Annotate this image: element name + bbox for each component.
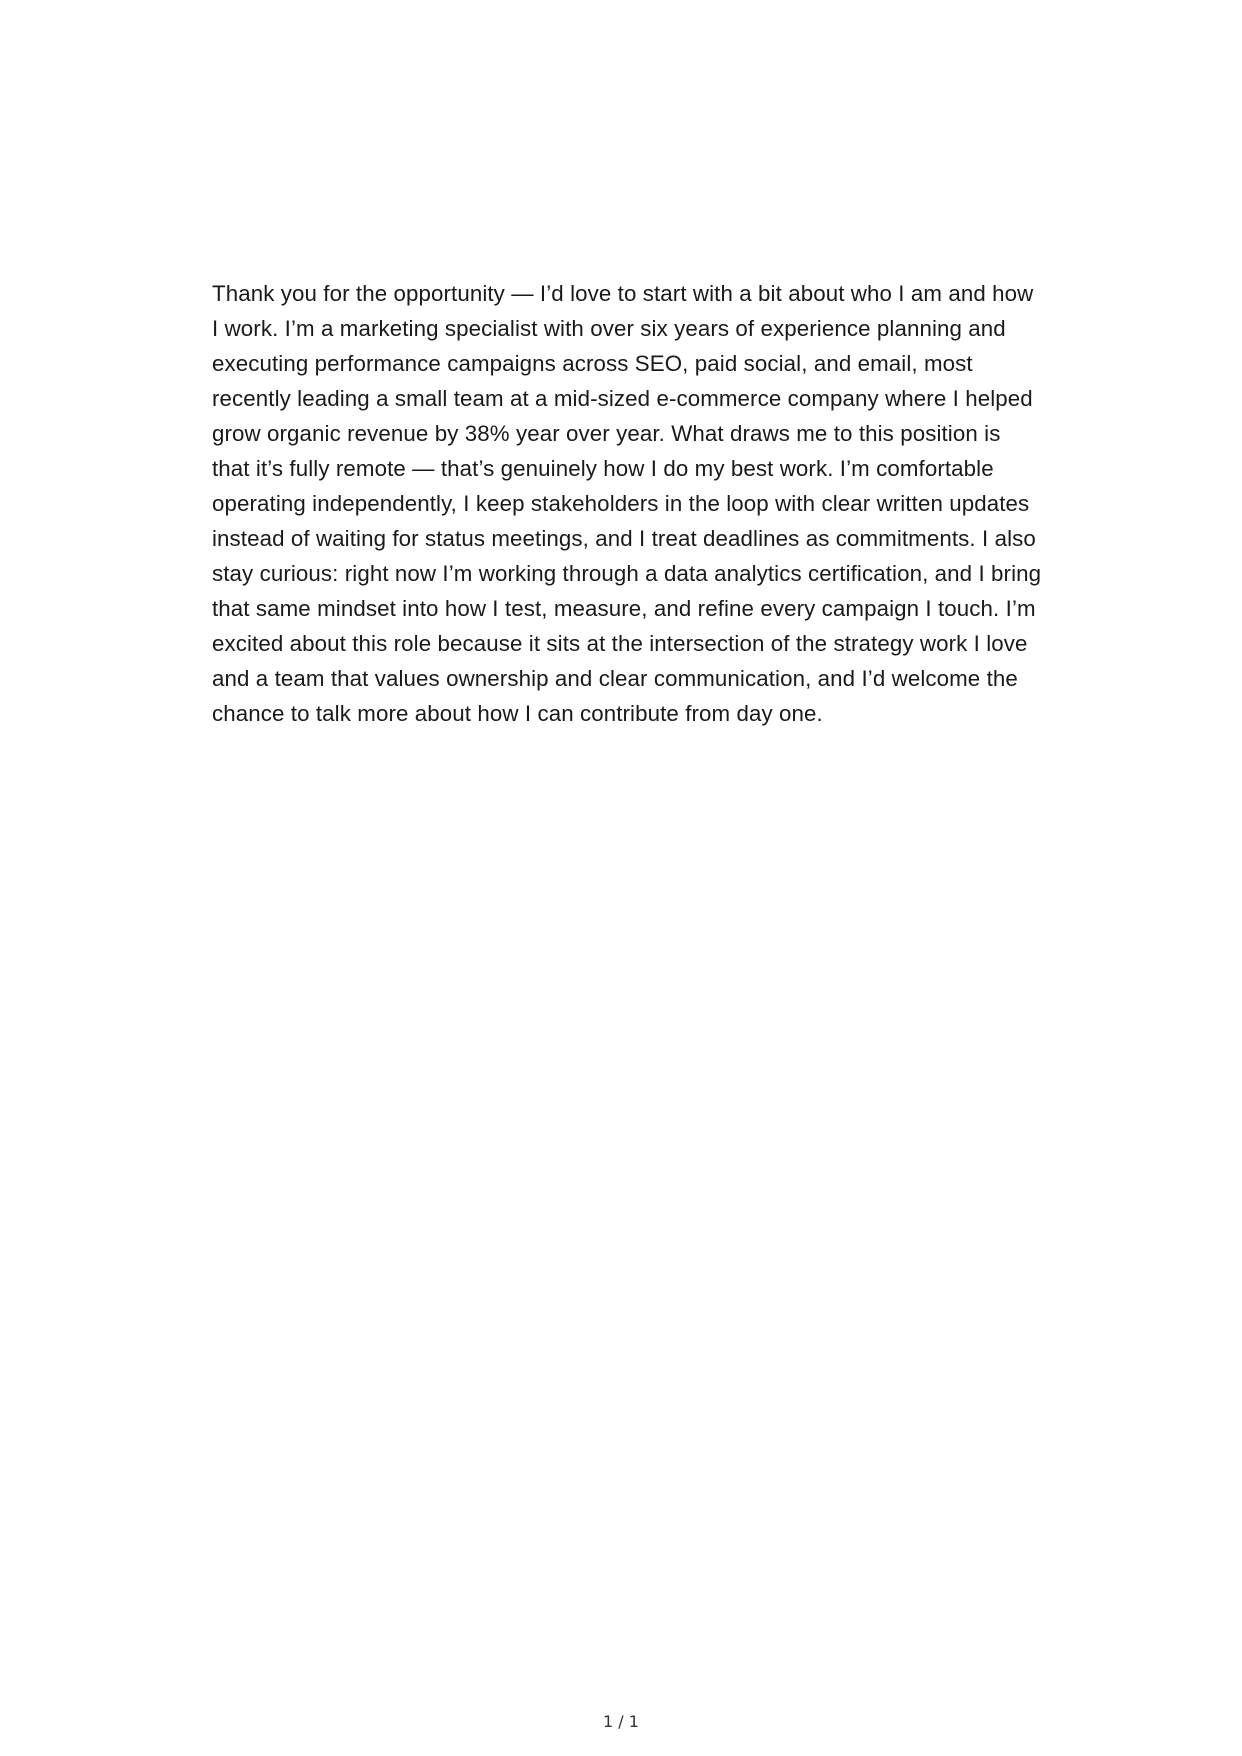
page-number: 1 / 1 <box>603 1712 639 1731</box>
body-paragraph: Thank you for the opportunity — I’d love to start with a bit about who I am and how I work. I’m a marketing specialist with over six years of experience planning and executing performance campaigns across SEO, paid social, and email, most recently leading a small team at a mid-sized e-commerce company where I helped grow organic revenue by 38% year over year. What draws me to this position is that it’s fully remote — that’s genuinely how I do my best work. I’m comfortable operating independently, I keep stakeholders in the loop with clear written updates instead of waiting for status meetings, and I treat deadlines as commitments. I also stay curious: right now I’m working through a data analytics certification, and I bring that same mindset into how I test, measure, and refine every campaign I touch. I’m excited about this role because it sits at the intersection of the strategy work I love and a team that values ownership and clear communication, and I’d welcome the chance to talk more about how I can contribute from day one. <box>212 281 1042 726</box>
